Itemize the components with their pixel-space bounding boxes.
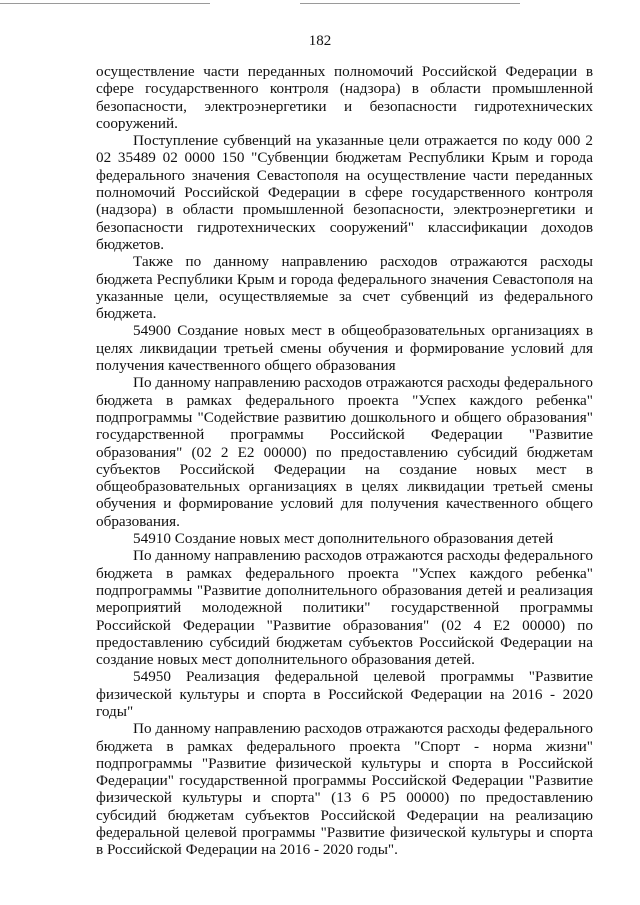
page-number: 182 <box>308 33 332 49</box>
document-body <box>96 63 593 859</box>
paragraph-heading-54910: 54910 Создание новых мест дополнительного образования детей <box>133 530 554 548</box>
scan-edge-line-left <box>0 3 210 4</box>
paragraph-subvention-income-code: Поступление субвенций на указанные цели отражается по коду 000 2 02 35489 02 0000 150 "Субвенции бюджетам Республики Крым и города федерального значения Севастополя на осуществление части переданных полномочий Российской Федерации в сфере государственного контроля (надзора) в области промышленной безопасности, электроэнергетики и безопасности гидротехнических сооружений" классификации доходов бюджетов. <box>96 132 593 253</box>
paragraph-continuation: осуществление части переданных полномочий Российской Федерации в сфере государственного контроля (надзора) в области промышленной безопасности, электроэнергетики и безопасности гидротехнических сооружений. <box>96 63 593 132</box>
paragraph-heading-54900: 54900 Создание новых мест в общеобразовательных организациях в целях ликвидации третьей смены обучения и формирование условий для получения качественного общего образования <box>96 322 593 375</box>
scan-edge-line-right <box>300 3 520 4</box>
paragraph-54900-description: По данному направлению расходов отражаются расходы федерального бюджета в рамках федерального проекта "Успех каждого ребенка" подпрограммы "Содействие развитию дошкольного и общего образования" государственной программы Российской Федерации "Развитие образования" (02 2 Е2 00000) по предоставлению субсидий бюджетам субъектов Российской Федерации на создание новых мест в общеобразовательных организациях в целях ликвидации третьей смены обучения и формирование условий для получения качественного общего образования. <box>96 374 593 530</box>
paragraph-54950-description: По данному направлению расходов отражаются расходы федерального бюджета в рамках федерального проекта "Спорт - норма жизни" подпрограммы "Развитие физической культуры и спорта в Российской Федерации" государственной программы Российской Федерации "Развитие физической культуры и спорта" (13 6 Р5 00000) по предоставлению субсидий бюджетам субъектов Российской Федерации на реализацию федеральной целевой программы "Развитие физической культуры и спорта в Российской Федерации на 2016 - 2020 годы". <box>96 720 593 859</box>
paragraph-crimea-sevastopol-expenses: Также по данному направлению расходов отражаются расходы бюджета Республики Крым и города федерального значения Севастополя на указанные цели, осуществляемые за счет субвенций из федерального бюджета. <box>96 253 593 323</box>
paragraph-54910-description: По данному направлению расходов отражаются расходы федерального бюджета в рамках федерального проекта "Успех каждого ребенка" подпрограммы "Развитие дополнительного образования детей и реализация мероприятий молодежной политики" государственной программы Российской Федерации "Развитие образования" (02 4 Е2 00000) по предоставлению субсидий бюджетам субъектов Российской Федерации на создание новых мест дополнительного образования детей. <box>96 547 593 669</box>
paragraph-heading-54950: 54950 Реализация федеральной целевой программы "Развитие физической культуры и спорта в Российской Федерации на 2016 - 2020 годы" <box>96 668 593 720</box>
